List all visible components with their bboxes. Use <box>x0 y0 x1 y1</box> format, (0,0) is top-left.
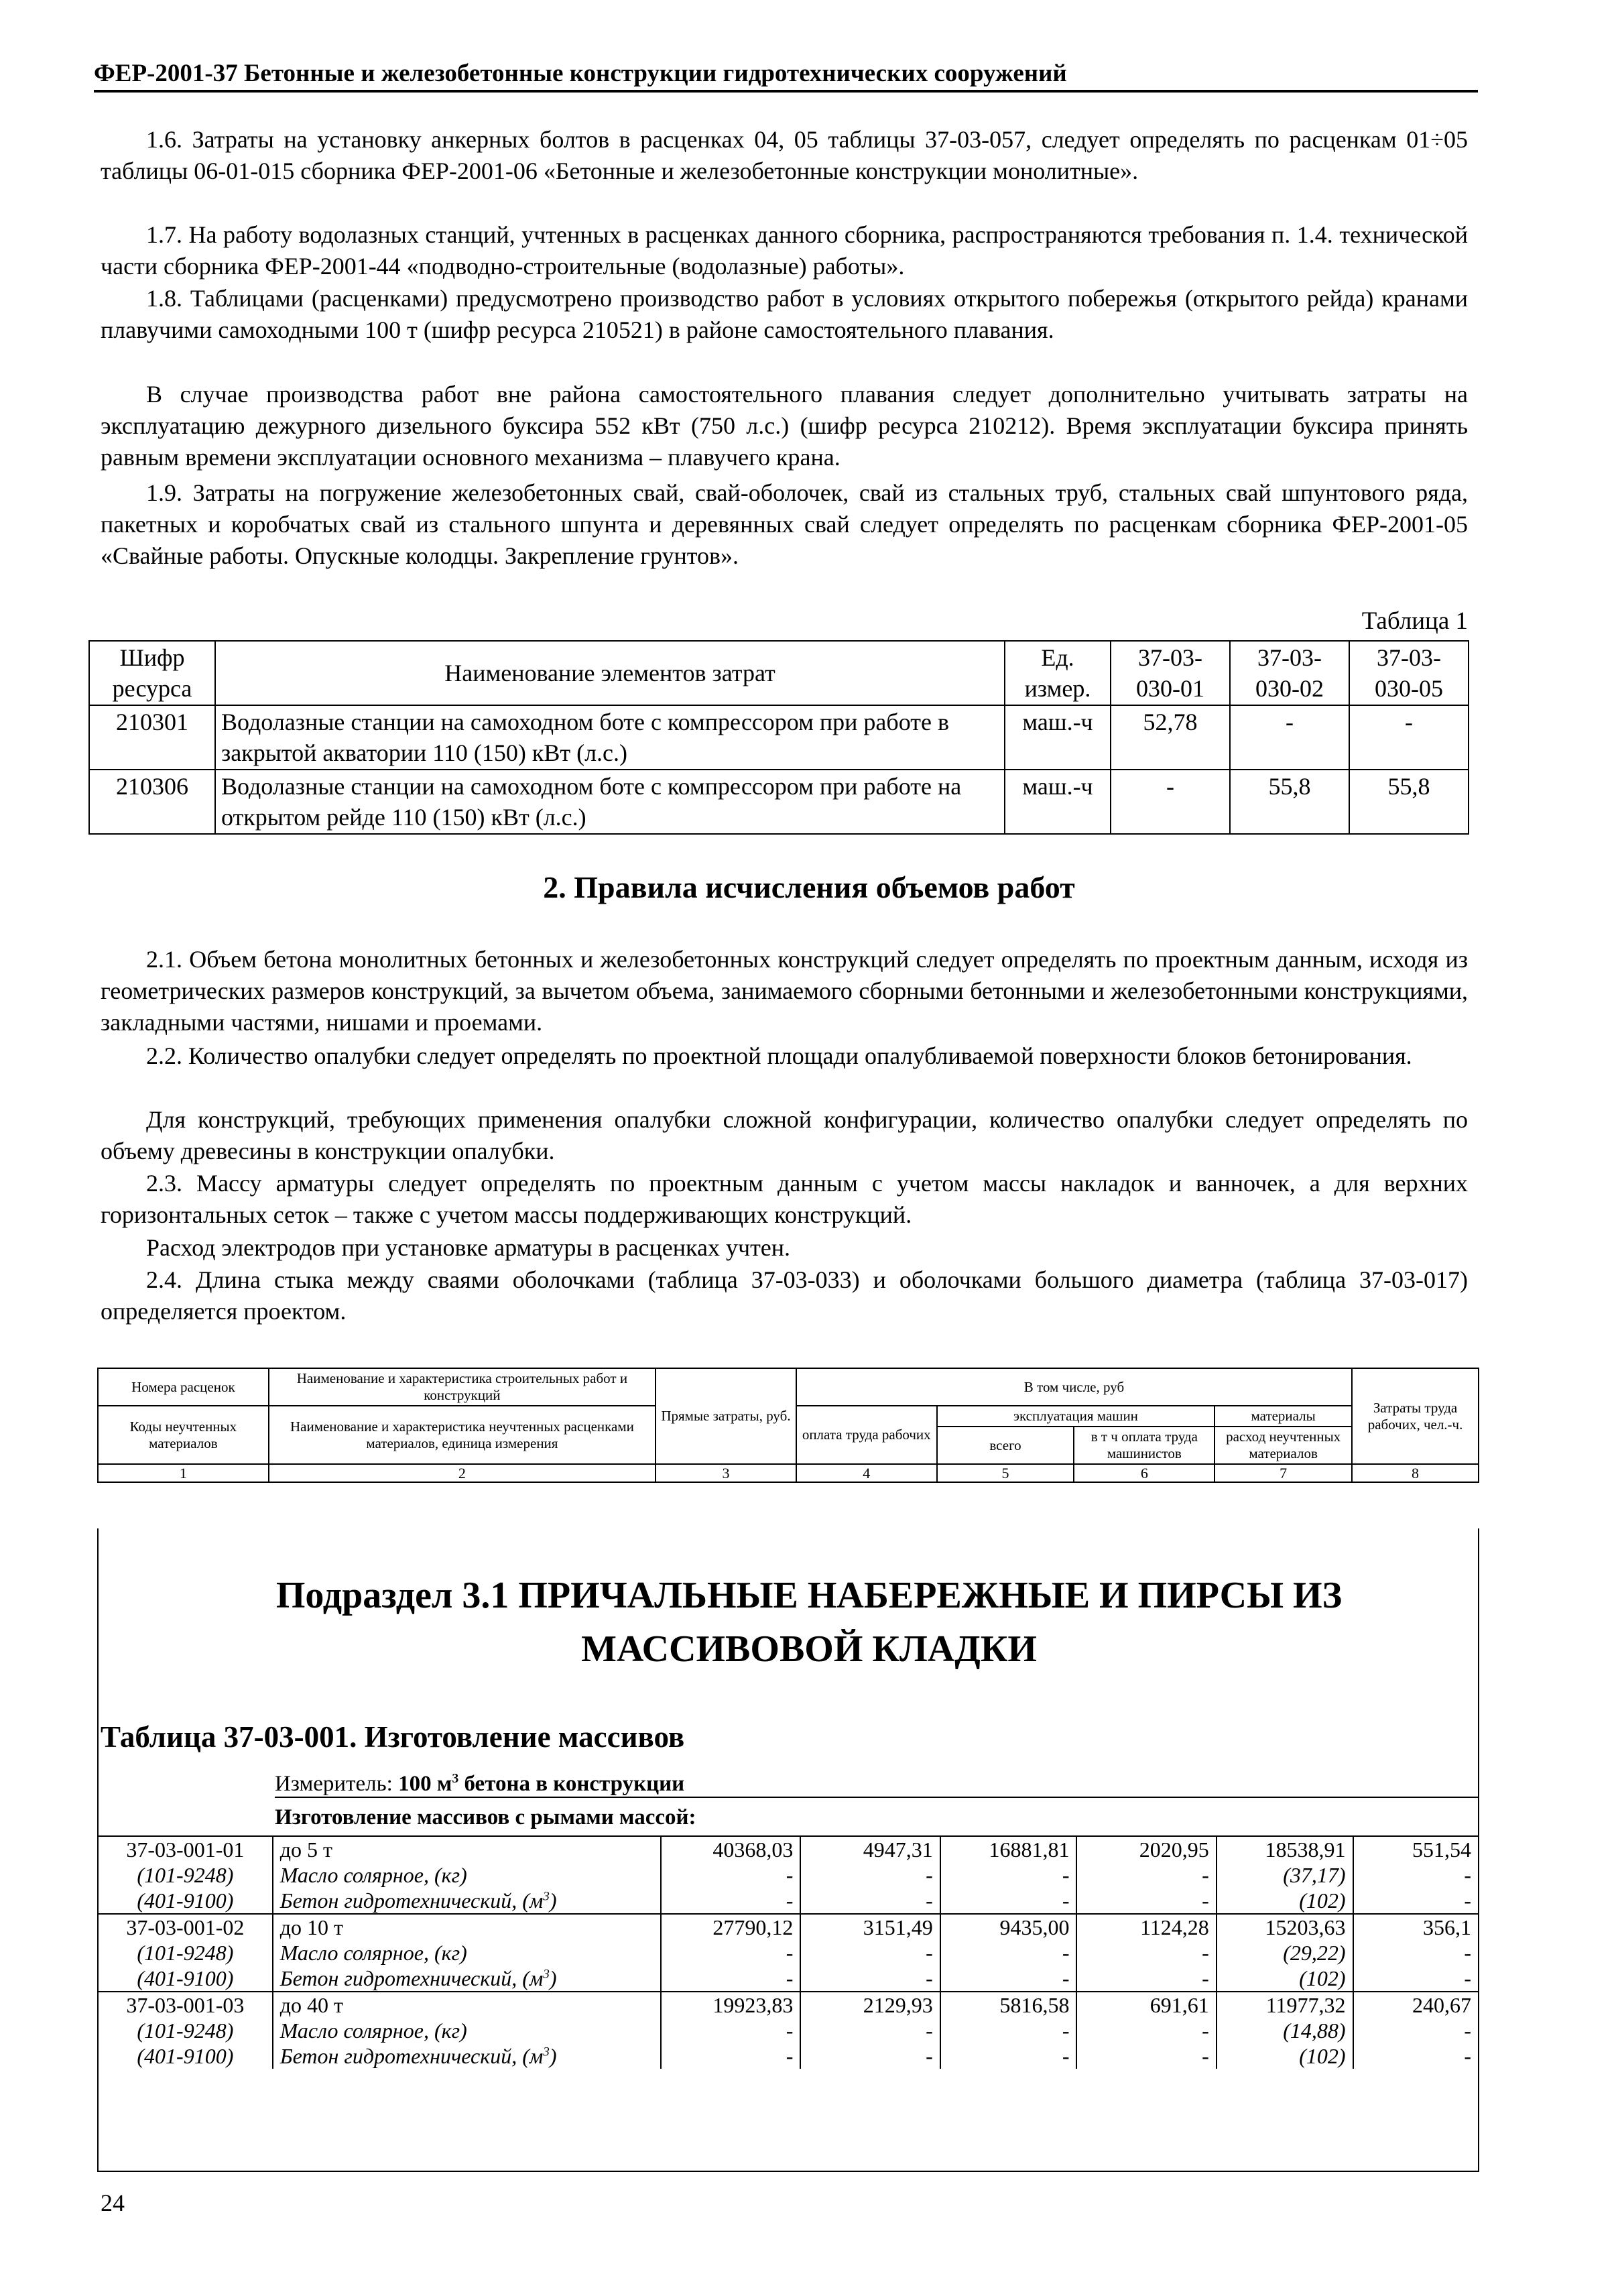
wages-value: 2129,93 <box>800 1992 940 2018</box>
wages-value: 3151,49 <box>800 1914 940 1940</box>
dash: - <box>661 1888 801 1914</box>
machines-total-value: 16881,81 <box>940 1836 1077 1862</box>
direct-costs-value: 19923,83 <box>661 1992 801 2018</box>
column-number: 5 <box>937 1464 1074 1482</box>
table1-cell: - <box>1230 705 1349 770</box>
dash: - <box>800 2043 940 2069</box>
material-code: (101-9248) <box>98 1862 273 1888</box>
material-row <box>98 1862 1479 1888</box>
material-row <box>98 1888 1479 1914</box>
dash: - <box>1076 1940 1216 1966</box>
header-machines: эксплуатация машин <box>937 1406 1215 1427</box>
material-code: (101-9248) <box>98 1940 273 1966</box>
paragraph-2-3-cont: Расход электродов при установке арматуры в расценках учтен. <box>146 1234 791 1261</box>
price-row <box>98 1914 1479 1940</box>
header-name-materials: Наименование и характеристика неучтенных расценками материалов, единица измерения <box>269 1406 656 1464</box>
header-numbers: Номера расценок <box>98 1368 269 1406</box>
table1-cell: 55,8 <box>1230 770 1349 834</box>
dash: - <box>1353 1888 1479 1914</box>
price-name: до 40 т <box>273 1992 661 2018</box>
price-name: до 5 т <box>273 1836 661 1862</box>
column-number: 2 <box>269 1464 656 1482</box>
section-2-title: 2. Правила исчисления объемов работ <box>543 870 1075 904</box>
paragraph-1-6: 1.6. Затраты на установку анкерных болтов в расценках 04, 05 таблицы 37-03-057, следует определять по расценкам 01÷05 таблицы 06-01-015 сборника ФЕР-2001-06 «Бетонные и железобетонные конструкции монолитные». <box>101 126 1468 184</box>
dash: - <box>940 2018 1077 2043</box>
machines-total-value: 5816,58 <box>940 1992 1077 2018</box>
header-labor: Затраты труда рабочих, чел.-ч. <box>1352 1368 1479 1464</box>
column-number: 4 <box>796 1464 937 1482</box>
paragraph-1-7: 1.7. На работу водолазных станций, учтенных в расценках данного сборника, распространяются требования п. 1.4. технической части сборника ФЕР-2001-44 «подводно-строительные (водолазные) работы». <box>101 221 1468 280</box>
paragraph-2-2: 2.2. Количество опалубки следует определять по проектной площади опалубливаемой поверхности блоков бетонирования. <box>146 1042 1412 1069</box>
table-title: Таблица 37-03-001. Изготовление массивов <box>101 1720 685 1754</box>
table1-cell: маш.-ч <box>1005 770 1111 834</box>
material-name: Масло солярное, (кг) <box>273 2018 661 2043</box>
material-qty: (102) <box>1217 1966 1353 1992</box>
labor-value: 551,54 <box>1353 1836 1479 1862</box>
dash: - <box>940 1940 1077 1966</box>
material-qty: (29,22) <box>1217 1940 1353 1966</box>
table1-row <box>89 705 1469 770</box>
price-table <box>97 1835 1479 2069</box>
table1-cell: - <box>1111 770 1230 834</box>
table1-cell: 55,8 <box>1349 770 1469 834</box>
table1-header: 37-03-030-05 <box>1349 641 1469 705</box>
dash: - <box>1076 1966 1216 1992</box>
direct-costs-value: 27790,12 <box>661 1914 801 1940</box>
table1-cell: 210301 <box>89 705 215 770</box>
header-direct-costs: Прямые затраты, руб. <box>656 1368 796 1464</box>
machinist-wages-value: 1124,28 <box>1076 1914 1216 1940</box>
material-code: (401-9100) <box>98 1966 273 1992</box>
machines-total-value: 9435,00 <box>940 1914 1077 1940</box>
material-row <box>98 1966 1479 1992</box>
column-number: 6 <box>1074 1464 1215 1482</box>
dash: - <box>1076 1888 1216 1914</box>
subsection-title: Подраздел 3.1 ПРИЧАЛЬНЫЕ НАБЕРЕЖНЫЕ И ПИРСЫ ИЗ МАССИВОВОЙ КЛАДКИ <box>275 1575 1343 1670</box>
direct-costs-value: 40368,03 <box>661 1836 801 1862</box>
material-qty: (14,88) <box>1217 2018 1353 2043</box>
material-qty: (102) <box>1217 1888 1353 1914</box>
schedule-header-table <box>97 1368 1479 1483</box>
materials-value: 18538,91 <box>1217 1836 1353 1862</box>
dash: - <box>800 1940 940 1966</box>
page-header: ФЕР-2001-37 Бетонные и железобетонные конструкции гидротехнических сооружений <box>94 59 1478 93</box>
dash: - <box>1076 2018 1216 2043</box>
wages-value: 4947,31 <box>800 1836 940 1862</box>
dash: - <box>1076 2043 1216 2069</box>
material-row <box>98 2018 1479 2043</box>
table1-cell: 52,78 <box>1111 705 1230 770</box>
dash: - <box>800 1862 940 1888</box>
materials-value: 15203,63 <box>1217 1914 1353 1940</box>
material-code: (101-9248) <box>98 2018 273 2043</box>
table1-cell: маш.-ч <box>1005 705 1111 770</box>
machinist-wages-value: 691,61 <box>1076 1992 1216 2018</box>
dash: - <box>800 2018 940 2043</box>
dash: - <box>1353 1966 1479 1992</box>
paragraph-1-8-cont: В случае производства работ вне района самостоятельного плавания следует дополнительно учитывать затраты на эксплуатацию дежурного дизельного буксира 552 кВт (750 л.с.) (шифр ресурса 210212). Время эксплуатации буксира принять равным времени эксплуатации основного механизма – плавучего крана. <box>101 381 1468 471</box>
material-name: Бетон гидротехнический, $(м^3)$ <box>273 2043 661 2069</box>
table1-row <box>89 770 1469 834</box>
table1-header: Шифр ресурса <box>89 641 215 705</box>
table1-cell: - <box>1349 705 1469 770</box>
labor-value: 356,1 <box>1353 1914 1479 1940</box>
table1-cell: 210306 <box>89 770 215 834</box>
dash: - <box>940 1888 1077 1914</box>
dash: - <box>1353 1862 1479 1888</box>
price-row <box>98 1992 1479 2018</box>
header-codes: Коды неучтенных материалов <box>98 1406 269 1464</box>
material-row <box>98 2043 1479 2069</box>
dash: - <box>940 1862 1077 1888</box>
dash: - <box>1076 1862 1216 1888</box>
column-number: 8 <box>1352 1464 1479 1482</box>
labor-value: 240,67 <box>1353 1992 1479 2018</box>
table1-header: Наименование элементов затрат <box>215 641 1005 705</box>
dash: - <box>940 2043 1077 2069</box>
column-number: 3 <box>656 1464 796 1482</box>
paragraph-2-2-cont: Для конструкций, требующих применения опалубки сложной конфигурации, количество опалубки следует определять по объему древесины в конструкции опалубки. <box>101 1106 1468 1164</box>
material-name: Бетон гидротехнический, $(м^3)$ <box>273 1966 661 1992</box>
dash: - <box>661 1966 801 1992</box>
table1-header: 37-03-030-02 <box>1230 641 1349 705</box>
page-number: 24 <box>101 2189 125 2216</box>
header-consumption: расход неучтенных материалов <box>1215 1427 1352 1464</box>
dash: - <box>1353 2043 1479 2069</box>
table1 <box>88 640 1469 835</box>
header-name: Наименование и характеристика строительных работ и конструкций <box>269 1368 656 1406</box>
material-name: Масло солярное, (кг) <box>273 1940 661 1966</box>
header-machinist-wages: в т ч оплата труда машинистов <box>1074 1427 1215 1464</box>
mass-heading: Изготовление массивов с рымами массой: <box>275 1805 696 1829</box>
paragraph-1-9: 1.9. Затраты на погружение железобетонных свай, свай-оболочек, свай из стальных труб, стальных свай шпунтового ряда, пакетных и коробчатых свай из стального шпунта и деревянных свай следует определять по расценкам сборника ФЕР-2001-05 «Свайные работы. Опускные колодцы. Закрепление грунтов». <box>101 479 1468 569</box>
dash: - <box>661 2043 801 2069</box>
header-including: В том числе, руб <box>796 1368 1352 1406</box>
dash: - <box>661 1940 801 1966</box>
material-qty: (102) <box>1217 2043 1353 2069</box>
table1-header: Ед. измер. <box>1005 641 1111 705</box>
dash: - <box>800 1888 940 1914</box>
material-name: Бетон гидротехнический, $(м^3)$ <box>273 1888 661 1914</box>
dash: - <box>940 1966 1077 1992</box>
price-code: 37-03-001-02 <box>98 1914 273 1940</box>
table1-header: 37-03-030-01 <box>1111 641 1230 705</box>
measure-unit: Измеритель: 100 $м^3$ бетона в конструкции <box>275 1772 1479 1798</box>
paragraph-2-4: 2.4. Длина стыка между сваями оболочками (таблица 37-03-033) и оболочками большого диаметра (таблица 37-03-017) определяется проектом. <box>101 1266 1468 1325</box>
table1-caption: Таблица 1 <box>1361 607 1468 635</box>
paragraph-2-3: 2.3. Массу арматуры следует определять по проектным данным с учетом массы накладок и ванночек, а для верхних горизонтальных сеток – также с учетом массы поддерживающих конструкций. <box>101 1170 1468 1228</box>
dash: - <box>800 1966 940 1992</box>
dash: - <box>1353 2018 1479 2043</box>
material-code: (401-9100) <box>98 1888 273 1914</box>
dash: - <box>1353 1940 1479 1966</box>
header-wages: оплата труда рабочих <box>796 1406 937 1464</box>
material-row <box>98 1940 1479 1966</box>
paragraph-2-1: 2.1. Объем бетона монолитных бетонных и железобетонных конструкций следует определять по проектным данным, исходя из геометрических размеров конструкций, за вычетом объема, занимаемого сборными бетонными и железобетонными конструкциями, закладными частями, нишами и проемами. <box>101 946 1468 1036</box>
machinist-wages-value: 2020,95 <box>1076 1836 1216 1862</box>
material-code: (401-9100) <box>98 2043 273 2069</box>
price-code: 37-03-001-03 <box>98 1992 273 2018</box>
dash: - <box>661 1862 801 1888</box>
price-code: 37-03-001-01 <box>98 1836 273 1862</box>
header-total: всего <box>937 1427 1074 1464</box>
paragraph-1-8: 1.8. Таблицами (расценками) предусмотрено производство работ в условиях открытого побережья (открытого рейда) кранами плавучими самоходными 100 т (шифр ресурса 210521) в районе самостоятельного плавания. <box>101 285 1468 343</box>
price-row <box>98 1836 1479 1862</box>
column-number: 1 <box>98 1464 269 1482</box>
dash: - <box>661 2018 801 2043</box>
table1-cell: Водолазные станции на самоходном боте с компрессором при работе в закрытой акватории 110 (150) кВт (л.с.) <box>215 705 1005 770</box>
material-qty: (37,17) <box>1217 1862 1353 1888</box>
materials-value: 11977,32 <box>1217 1992 1353 2018</box>
material-name: Масло солярное, (кг) <box>273 1862 661 1888</box>
table1-cell: Водолазные станции на самоходном боте с компрессором при работе на открытом рейде 110 (150) кВт (л.с.) <box>215 770 1005 834</box>
column-number: 7 <box>1215 1464 1352 1482</box>
price-name: до 10 т <box>273 1914 661 1940</box>
header-materials: материалы <box>1215 1406 1352 1427</box>
